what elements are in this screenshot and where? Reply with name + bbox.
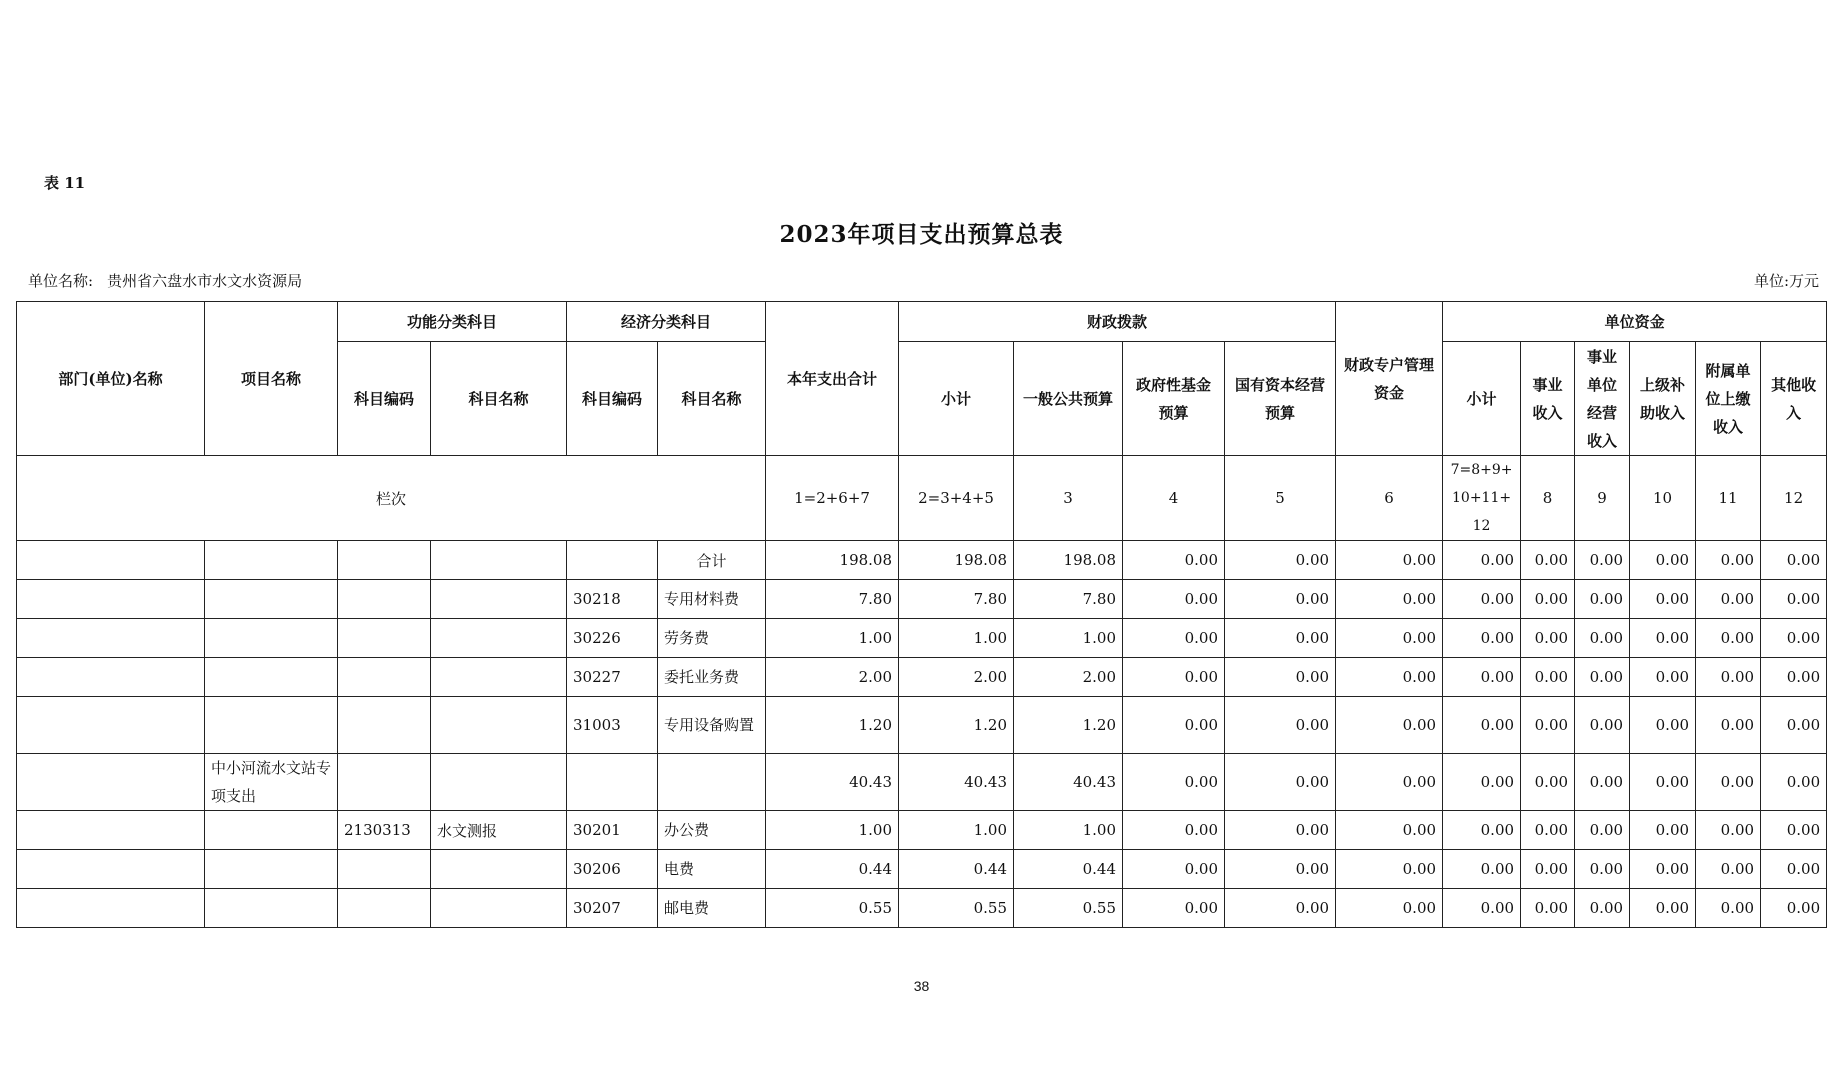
amount-cell: 0.00: [1521, 850, 1575, 889]
amount-cell: 0.00: [1696, 754, 1761, 811]
amount-cell: 0.00: [1761, 580, 1827, 619]
func-code-cell: 2130313: [338, 811, 431, 850]
document-title: 2023年项目支出预算总表: [779, 221, 1064, 248]
amount-cell: 0.00: [1443, 658, 1521, 697]
func-name-cell: [431, 619, 567, 658]
amount-cell: 0.00: [1696, 580, 1761, 619]
amount-cell: 0.00: [1443, 619, 1521, 658]
amount-cell: 0.00: [1225, 697, 1336, 754]
amount-cell: 0.00: [1336, 754, 1443, 811]
amount-cell: 40.43: [899, 754, 1014, 811]
lanci-cell: 2=3+4+5: [899, 456, 1014, 541]
amount-cell: 0.55: [899, 889, 1014, 928]
lanci-cell: 1=2+6+7: [766, 456, 899, 541]
amount-cell: 0.00: [1696, 541, 1761, 580]
func-name-cell: [431, 541, 567, 580]
table-row: [17, 850, 1827, 889]
amount-cell: 0.00: [1575, 541, 1630, 580]
header-func-name: 科目名称: [431, 342, 567, 456]
dept-cell: [17, 889, 205, 928]
amount-cell: 1.00: [899, 811, 1014, 850]
header-func-class: 功能分类科目: [338, 302, 567, 342]
header-econ-class: 经济分类科目: [567, 302, 766, 342]
amount-cell: 0.00: [1123, 811, 1225, 850]
econ-code-cell: 30226: [567, 619, 658, 658]
func-name-cell: [431, 697, 567, 754]
func-name-cell: [431, 850, 567, 889]
amount-cell: 0.00: [1336, 619, 1443, 658]
amount-cell: 0.00: [1630, 658, 1696, 697]
amount-cell: 0.00: [1761, 754, 1827, 811]
econ-code-cell: 30227: [567, 658, 658, 697]
amount-cell: 0.00: [1575, 697, 1630, 754]
amount-cell: 0.00: [1123, 754, 1225, 811]
amount-cell: 0.00: [1696, 658, 1761, 697]
project-cell: [205, 619, 338, 658]
func-code-cell: [338, 658, 431, 697]
amount-cell: 40.43: [766, 754, 899, 811]
header-econ-name: 科目名称: [658, 342, 766, 456]
amount-cell: 0.00: [1336, 580, 1443, 619]
dept-cell: [17, 811, 205, 850]
econ-name-cell: 电费: [658, 850, 766, 889]
dept-cell: [17, 754, 205, 811]
amount-cell: 0.00: [1225, 889, 1336, 928]
amount-cell: 0.00: [1696, 619, 1761, 658]
amount-cell: 1.00: [1014, 811, 1123, 850]
header-total: 本年支出合计: [766, 302, 899, 456]
project-cell: [205, 580, 338, 619]
func-code-cell: [338, 889, 431, 928]
amount-cell: 0.00: [1225, 541, 1336, 580]
amount-cell: 0.00: [1123, 619, 1225, 658]
econ-name-cell: 办公费: [658, 811, 766, 850]
amount-cell: 1.00: [766, 619, 899, 658]
header-func-code: 科目编码: [338, 342, 431, 456]
amount-cell: 0.00: [1443, 811, 1521, 850]
table-row: [17, 619, 1827, 658]
header-fiscal-subtotal: 小计: [899, 342, 1014, 456]
amount-cell: 0.00: [1521, 697, 1575, 754]
amount-cell: 0.00: [1521, 658, 1575, 697]
amount-cell: 0.00: [1630, 580, 1696, 619]
amount-cell: 0.00: [1225, 658, 1336, 697]
amount-cell: 0.00: [1630, 697, 1696, 754]
amount-cell: 40.43: [1014, 754, 1123, 811]
amount-cell: 0.00: [1761, 889, 1827, 928]
econ-code-cell: [567, 541, 658, 580]
amount-cell: 0.00: [1696, 850, 1761, 889]
project-cell: [205, 850, 338, 889]
amount-cell: 0.00: [1443, 580, 1521, 619]
econ-name-cell: 合计: [658, 541, 766, 580]
project-cell: [205, 541, 338, 580]
lanci-cell: 12: [1761, 456, 1827, 541]
amount-cell: 0.00: [1696, 889, 1761, 928]
amount-cell: 0.00: [1630, 889, 1696, 928]
lanci-cell: 10: [1630, 456, 1696, 541]
amount-cell: 0.00: [1575, 850, 1630, 889]
amount-cell: 0.00: [1696, 811, 1761, 850]
amount-cell: 0.00: [1336, 811, 1443, 850]
amount-cell: 2.00: [1014, 658, 1123, 697]
amount-cell: 0.00: [1336, 850, 1443, 889]
amount-cell: 0.00: [1443, 850, 1521, 889]
project-cell: [205, 889, 338, 928]
table-row: [17, 541, 1827, 580]
amount-cell: 0.00: [1336, 541, 1443, 580]
amount-cell: 0.00: [1575, 658, 1630, 697]
amount-cell: 0.00: [1123, 889, 1225, 928]
amount-cell: 0.00: [1761, 850, 1827, 889]
amount-cell: 0.00: [1630, 541, 1696, 580]
header-project-name: 项目名称: [205, 302, 338, 456]
func-code-cell: [338, 697, 431, 754]
lanci-cell: 9: [1575, 456, 1630, 541]
lanci-cell: 8: [1521, 456, 1575, 541]
header-affiliated-income: 附属单位上缴收入: [1696, 342, 1761, 456]
amount-cell: 0.00: [1336, 697, 1443, 754]
unit-name-label: 单位名称:: [28, 272, 94, 290]
amount-cell: 0.00: [1575, 754, 1630, 811]
econ-code-cell: 30206: [567, 850, 658, 889]
amount-cell: 0.00: [1575, 811, 1630, 850]
amount-cell: 0.00: [1336, 658, 1443, 697]
econ-name-cell: 专用材料费: [658, 580, 766, 619]
amount-cell: 0.44: [1014, 850, 1123, 889]
amount-cell: 7.80: [766, 580, 899, 619]
amount-cell: 198.08: [899, 541, 1014, 580]
lanci-cell: 4: [1123, 456, 1225, 541]
amount-cell: 0.00: [1225, 811, 1336, 850]
dept-cell: [17, 697, 205, 754]
func-name-cell: [431, 754, 567, 811]
amount-cell: 7.80: [1014, 580, 1123, 619]
amount-cell: 0.00: [1575, 619, 1630, 658]
func-code-cell: [338, 541, 431, 580]
amount-cell: 1.20: [1014, 697, 1123, 754]
table-row: [17, 889, 1827, 928]
amount-cell: 0.44: [766, 850, 899, 889]
amount-cell: 0.44: [899, 850, 1014, 889]
func-code-cell: [338, 850, 431, 889]
header-special-account: 财政专户管理资金: [1336, 302, 1443, 456]
econ-name-cell: 委托业务费: [658, 658, 766, 697]
amount-cell: 198.08: [766, 541, 899, 580]
amount-cell: 0.00: [1521, 811, 1575, 850]
amount-cell: 0.00: [1761, 697, 1827, 754]
econ-name-cell: 邮电费: [658, 889, 766, 928]
unit-name-line: [28, 270, 302, 291]
func-name-cell: [431, 658, 567, 697]
amount-cell: 0.00: [1123, 580, 1225, 619]
econ-code-cell: 30207: [567, 889, 658, 928]
table-row: [17, 658, 1827, 697]
func-name-cell: 水文测报: [431, 811, 567, 850]
amount-cell: 0.00: [1630, 754, 1696, 811]
header-gov-fund: 政府性基金预算: [1123, 342, 1225, 456]
amount-cell: 0.00: [1521, 754, 1575, 811]
lanci-cell: 7=8+9+10+11+12: [1443, 456, 1521, 541]
amount-cell: 1.20: [766, 697, 899, 754]
project-cell: [205, 811, 338, 850]
amount-cell: 0.00: [1123, 541, 1225, 580]
project-cell: [205, 658, 338, 697]
dept-cell: [17, 580, 205, 619]
amount-cell: 0.00: [1761, 811, 1827, 850]
amount-cell: 0.00: [1443, 697, 1521, 754]
lanci-cell: 11: [1696, 456, 1761, 541]
amount-cell: 1.00: [766, 811, 899, 850]
amount-cell: 0.00: [1443, 889, 1521, 928]
econ-code-cell: [567, 754, 658, 811]
table-number: 表 11: [44, 174, 86, 192]
econ-name-cell: [658, 754, 766, 811]
dept-cell: [17, 541, 205, 580]
func-code-cell: [338, 754, 431, 811]
amount-cell: 0.00: [1123, 850, 1225, 889]
amount-cell: 0.00: [1630, 850, 1696, 889]
table-row: [17, 580, 1827, 619]
amount-cell: 0.55: [1014, 889, 1123, 928]
lanci-cell: 3: [1014, 456, 1123, 541]
amount-cell: 7.80: [899, 580, 1014, 619]
amount-cell: 2.00: [899, 658, 1014, 697]
func-code-cell: [338, 619, 431, 658]
amount-cell: 0.00: [1696, 697, 1761, 754]
amount-cell: 0.00: [1761, 658, 1827, 697]
header-dept-name: 部门(单位)名称: [17, 302, 205, 456]
amount-cell: 0.00: [1336, 889, 1443, 928]
amount-cell: 0.00: [1630, 619, 1696, 658]
econ-code-cell: 30201: [567, 811, 658, 850]
dept-cell: [17, 658, 205, 697]
lanci-row: [17, 456, 1827, 541]
header-unit-subtotal: 小计: [1443, 342, 1521, 456]
table-row: [17, 754, 1827, 811]
dept-cell: [17, 850, 205, 889]
amount-cell: 0.00: [1761, 619, 1827, 658]
econ-name-cell: 劳务费: [658, 619, 766, 658]
amount-cell: 0.00: [1575, 580, 1630, 619]
amount-cell: 0.00: [1521, 541, 1575, 580]
amount-cell: 0.00: [1123, 658, 1225, 697]
unit-name-value: 贵州省六盘水市水文水资源局: [107, 272, 303, 290]
lanci-cell: 6: [1336, 456, 1443, 541]
amount-cell: 0.00: [1630, 811, 1696, 850]
econ-name-cell: 专用设备购置: [658, 697, 766, 754]
header-career-income: 事业收入: [1521, 342, 1575, 456]
amount-cell: 0.00: [1443, 754, 1521, 811]
amount-cell: 0.00: [1225, 850, 1336, 889]
amount-cell: 198.08: [1014, 541, 1123, 580]
project-expenditure-table: [16, 301, 1827, 928]
amount-cell: 0.00: [1521, 580, 1575, 619]
table-row: [17, 697, 1827, 754]
amount-cell: 1.20: [899, 697, 1014, 754]
header-general-budget: 一般公共预算: [1014, 342, 1123, 456]
econ-code-cell: 30218: [567, 580, 658, 619]
header-econ-code: 科目编码: [567, 342, 658, 456]
func-code-cell: [338, 580, 431, 619]
amount-cell: 0.00: [1123, 697, 1225, 754]
header-other-income: 其他收入: [1761, 342, 1827, 456]
amount-cell: 0.00: [1521, 889, 1575, 928]
project-cell: 中小河流水文站专项支出: [205, 754, 338, 811]
func-name-cell: [431, 889, 567, 928]
header-unit-funds: 单位资金: [1443, 302, 1827, 342]
header-fiscal: 财政拨款: [899, 302, 1336, 342]
header-superior-subsidy: 上级补助收入: [1630, 342, 1696, 456]
amount-cell: 0.55: [766, 889, 899, 928]
table-row: [17, 811, 1827, 850]
amount-cell: 1.00: [1014, 619, 1123, 658]
amount-cell: 0.00: [1225, 754, 1336, 811]
amount-cell: 0.00: [1521, 619, 1575, 658]
amount-cell: 0.00: [1575, 889, 1630, 928]
header-operating-income: 事业单位经营收入: [1575, 342, 1630, 456]
page-number: 38: [913, 978, 930, 994]
amount-cell: 1.00: [899, 619, 1014, 658]
amount-cell: 0.00: [1761, 541, 1827, 580]
dept-cell: [17, 619, 205, 658]
amount-cell: 0.00: [1443, 541, 1521, 580]
header-state-capital: 国有资本经营预算: [1225, 342, 1336, 456]
func-name-cell: [431, 580, 567, 619]
amount-cell: 0.00: [1225, 580, 1336, 619]
amount-cell: 2.00: [766, 658, 899, 697]
lanci-cell: 5: [1225, 456, 1336, 541]
project-cell: [205, 697, 338, 754]
lanci-label: 栏次: [17, 456, 766, 541]
amount-cell: 0.00: [1225, 619, 1336, 658]
econ-code-cell: 31003: [567, 697, 658, 754]
currency-unit: 单位:万元: [1753, 272, 1819, 290]
